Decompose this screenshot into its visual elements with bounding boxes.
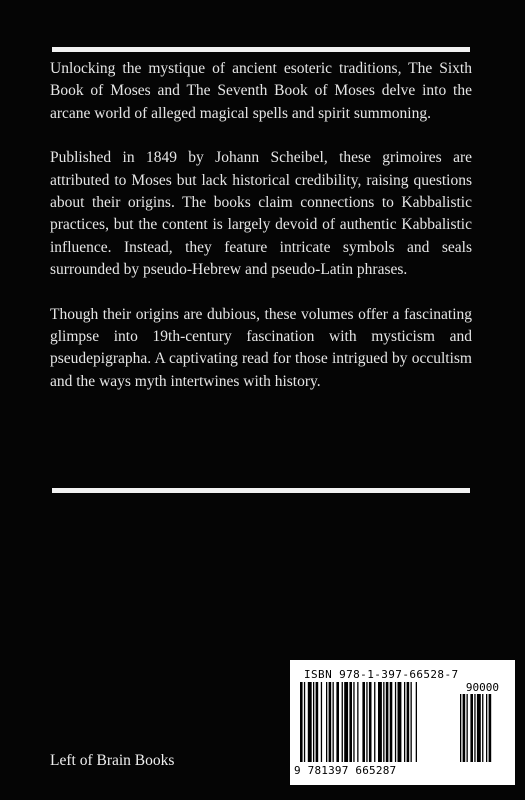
back-cover-blurb	[50, 58, 472, 415]
barcode-digits: 9 781397 665287	[294, 764, 397, 777]
blurb-paragraph-2: Published in 1849 by Johann Scheibel, these grimoires are attributed to Moses but lack historical credibility, raising questions about their origins. The books claim connections to Kabbalistic practices, but the content is largely devoid of authentic Kabbalistic influence. Instead, they feature intricate symbols and seals surrounded by pseudo-Hebrew and pseudo-Latin phrases.	[50, 149, 472, 279]
price-addon: 90000	[465, 681, 499, 694]
blurb-paragraph-1: Unlocking the mystique of ancient esoteric traditions, The Sixth Book of Moses and The Seventh Book of Moses delve into the arcane world of alleged magical spells and spirit summoning.	[50, 60, 472, 122]
isbn-barcode	[290, 660, 515, 785]
publisher-name: Left of Brain Books	[50, 752, 175, 769]
isbn-label: ISBN 978-1-397-66528-7	[304, 668, 459, 681]
top-divider	[52, 47, 470, 52]
blurb-paragraph-3: Though their origins are dubious, these volumes offer a fascinating glimpse into 19th-century fascination with mysticism and pseudepigrapha. A captivating read for those intrigued by occultism and the ways myth intertwines with history.	[50, 305, 472, 390]
bottom-divider	[52, 488, 470, 493]
barcode-bars	[300, 682, 505, 764]
